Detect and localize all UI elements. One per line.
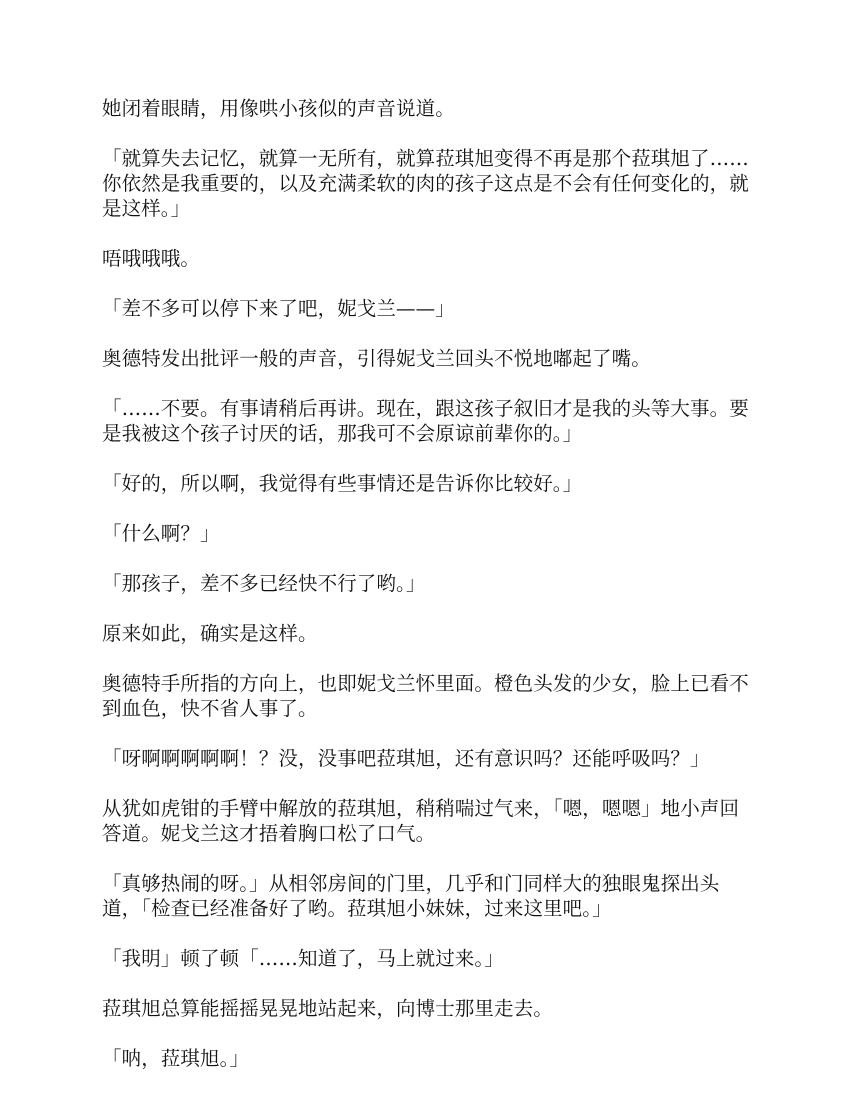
paragraph-17: 「呐，菈琪旭。」	[102, 1047, 250, 1070]
paragraph-9: 「那孩子，差不多已经快不行了哟。」	[102, 572, 426, 595]
paragraph-5: 奥德特发出批评一般的声音，引得妮戈兰回头不悦地嘟起了嘴。	[102, 347, 651, 370]
paragraph-10: 原来如此，确实是这样。	[102, 622, 318, 645]
document-body	[102, 96, 750, 1096]
paragraph-7: 「好的，所以啊，我觉得有些事情还是告诉你比较好。」	[102, 472, 583, 495]
paragraph-13: 从犹如虎钳的手臂中解放的菈琪旭，稍稍喘过气来，「嗯，嗯嗯」地小声回答道。妮戈兰这才捂着胸口松了口气。	[102, 797, 740, 845]
paragraph-3: 唔哦哦哦。	[102, 247, 201, 270]
paragraph-4: 「差不多可以停下来了吧，妮戈兰——」	[102, 297, 455, 320]
paragraph-1: 她闭着眼睛，用像哄小孩似的声音说道。	[102, 97, 455, 120]
paragraph-14: 「真够热闹的呀。」从相邻房间的门里，几乎和门同样大的独眼鬼探出头道，「检查已经准备好了哟。菈琪旭小妹妹，过来这里吧。」	[102, 872, 720, 920]
paragraph-12: 「呀啊啊啊啊啊！？没，没事吧菈琪旭，还有意识吗？还能呼吸吗？」	[102, 747, 710, 770]
paragraph-15: 「我明」顿了顿「……知道了，马上就过来。」	[102, 947, 504, 970]
paragraph-8: 「什么啊？」	[102, 522, 220, 545]
paragraph-11: 奥德特手所指的方向上，也即妮戈兰怀里面。橙色头发的少女，脸上已看不到血色，快不省人事了。	[102, 672, 749, 720]
paragraph-16: 菈琪旭总算能摇摇晃晃地站起来，向博士那里走去。	[102, 997, 553, 1020]
paragraph-2: 「就算失去记忆，就算一无所有，就算菈琪旭变得不再是那个菈琪旭了……你依然是我重要的，以及充满柔软的肉的孩子这点是不会有任何变化的，就是这样。」	[102, 147, 749, 220]
paragraph-6: 「……不要。有事请稍后再讲。现在，跟这孩子叙旧才是我的头等大事。要是我被这个孩子讨厌的话，那我可不会原谅前辈你的。」	[102, 397, 749, 445]
